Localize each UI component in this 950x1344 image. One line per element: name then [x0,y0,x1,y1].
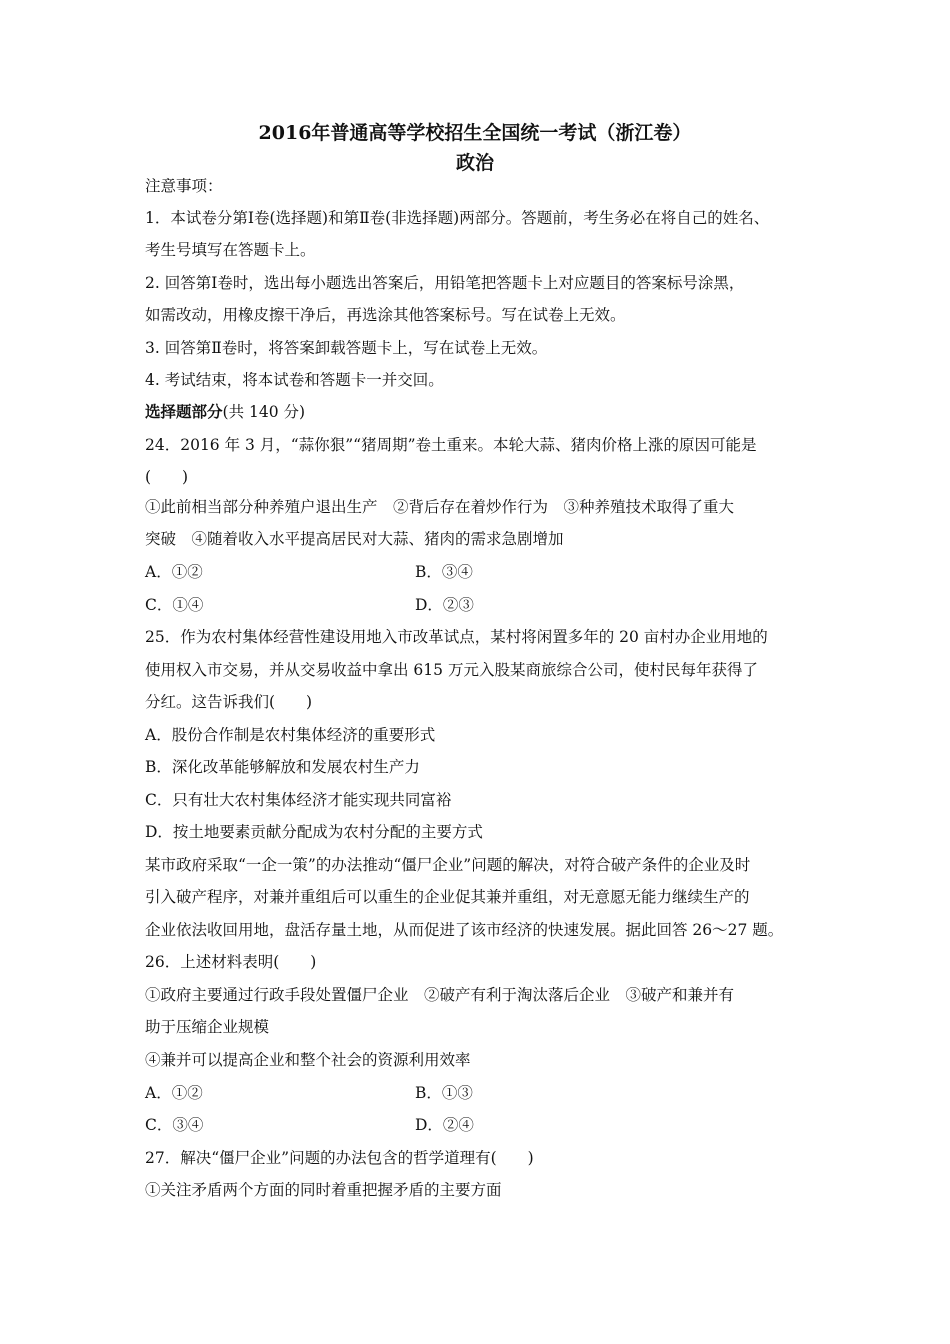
q26-option-a: A．①② [145,1084,203,1102]
notice-item: 4. 考试结束，将本试卷和答题卡一并交回。 [145,371,444,389]
q24-option-c: C．①④ [145,596,204,614]
q25-option-c: C．只有壮大农村集体经济才能实现共同富裕 [145,791,452,809]
q24-items: ①此前相当部分种养殖户退出生产 ②背后存在着炒作行为 ③种养殖技术取得了重大 [145,498,735,516]
notice-item: 如需改动，用橡皮擦干净后，再选涂其他答案标号。写在试卷上无效。 [145,306,626,324]
material-text: 企业依法收回用地，盘活存量土地，从而促进了该市经济的快速发展。据此回答 26～27 题。 [145,921,784,939]
q26-stem: 26．上述材料表明( ) [145,953,317,971]
q24-option-b: B．③④ [415,563,473,581]
q26-option-d: D．②④ [415,1116,474,1134]
exam-subject: 政治 [455,152,494,174]
q25-option-a: A．股份合作制是农村集体经济的重要形式 [145,726,436,744]
q26-items: 助于压缩企业规模 [145,1018,270,1036]
q24-option-d: D．②③ [415,596,474,614]
section-heading [145,402,825,422]
q25-option-d: D．按土地要素贡献分配成为农村分配的主要方式 [145,823,483,841]
q26-items: ④兼并可以提高企业和整个社会的资源利用效率 [145,1051,471,1069]
q25-stem: 分红。这告诉我们( ) [145,693,313,711]
material-text: 引入破产程序，对兼并重组后可以重生的企业促其兼并重组，对无意愿无能力继续生产的 [145,888,750,906]
q24-option-a: A．①② [145,563,203,581]
q27-stem: 27．解决“僵尸企业”问题的办法包含的哲学道理有( ) [145,1149,534,1167]
q25-option-b: B．深化改革能够解放和发展农村生产力 [145,758,420,776]
q27-items: ①关注矛盾两个方面的同时着重把握矛盾的主要方面 [145,1181,502,1199]
material-text: 某市政府采取“一企一策”的办法推动“僵尸企业”问题的解决，对符合破产条件的企业及时 [145,856,751,874]
q25-stem: 25．作为农村集体经营性建设用地入市改革试点，某村将闲置多年的 20 亩村办企业用地的 [145,628,768,646]
section-score: (共 140 分) [222,403,306,421]
q24-items: 突破 ④随着收入水平提高居民对大蒜、猪肉的需求急剧增加 [145,530,564,548]
section-name: 选择题部分 [145,402,223,421]
notice-item: 2. 回答第Ⅰ卷时，选出每小题选出答案后，用铅笔把答题卡上对应题目的答案标号涂黑， [145,274,745,292]
exam-title: 2016年普通高等学校招生全国统一考试（浙江卷） [258,122,692,144]
notice-item: 1．本试卷分第Ⅰ卷(选择题)和第Ⅱ卷(非选择题)两部分。答题前，考生务必在将自己的姓名、 [145,209,770,227]
notice-heading: 注意事项： [145,177,223,195]
q24-stem: ( ) [145,468,189,486]
notice-item: 考生号填写在答题卡上。 [145,241,316,259]
q26-option-c: C．③④ [145,1116,204,1134]
q25-stem: 使用权入市交易，并从交易收益中拿出 615 万元入股某商旅综合公司，使村民每年获得了 [145,661,758,679]
notice-item: 3. 回答第Ⅱ卷时，将答案卸载答题卡上，写在试卷上无效。 [145,339,548,357]
q26-items: ①政府主要通过行政手段处置僵尸企业 ②破产有利于淘汰落后企业 ③破产和兼并有 [145,986,735,1004]
q26-option-b: B．①③ [415,1084,473,1102]
q24-stem: 24．2016 年 3 月，“蒜你狠”“猪周期”卷土重来。本轮大蒜、猪肉价格上涨的原因可能是 [145,436,757,454]
